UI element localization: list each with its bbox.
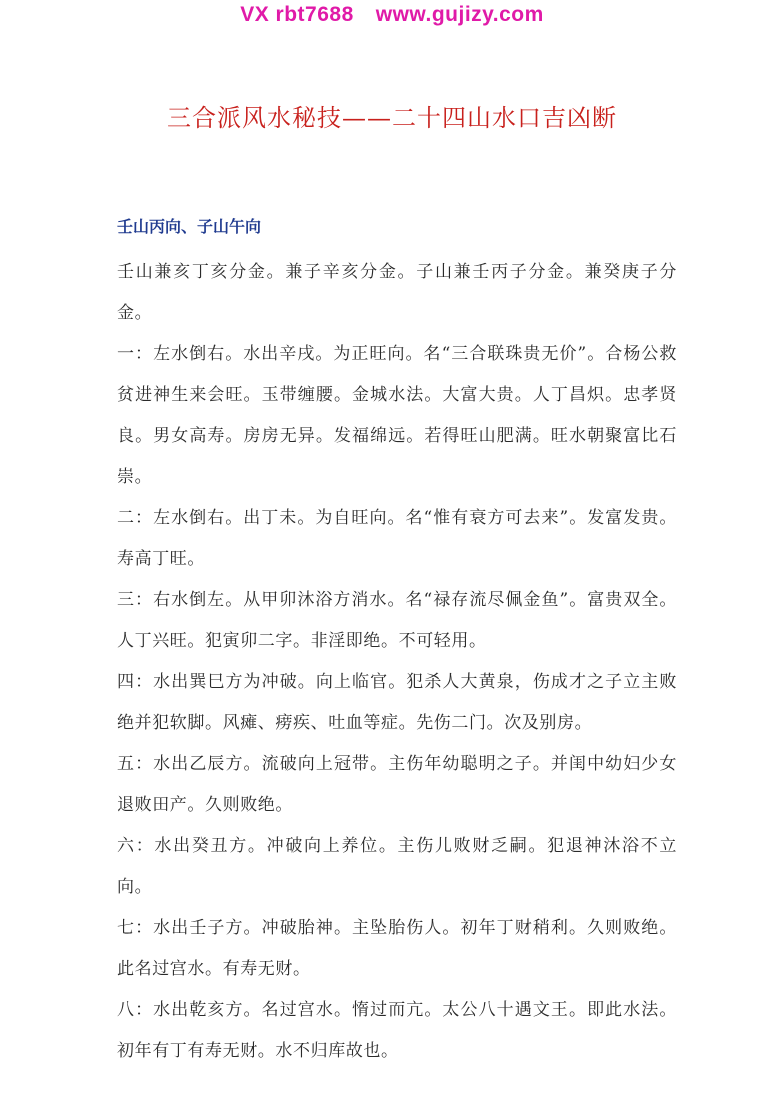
watermark-wechat-id: VX rbt7688 <box>240 3 354 26</box>
paragraph-6: 六：水出癸丑方。冲破向上养位。主伤儿败财乏嗣。犯退神沐浴不立向。 <box>117 836 677 897</box>
paragraph-5: 五：水出乙辰方。流破向上冠带。主伤年幼聪明之子。并闺中幼妇少女退败田产。久则败绝。 <box>117 754 677 815</box>
paragraph-7: 七：水出壬子方。冲破胎神。主坠胎伤人。初年丁财稍利。久则败绝。此名过宫水。有寿无财。 <box>117 918 677 979</box>
watermark-banner <box>0 3 784 27</box>
document-body <box>117 252 677 1072</box>
paragraph-1: 一：左水倒右。水出辛戌。为正旺向。名“三合联珠贵无价”。合杨公救贫进神生来会旺。玉带缠腰。金城水法。大富大贵。人丁昌炽。忠孝贤良。男女高寿。房房无异。发福绵远。若得旺山肥满。旺水朝聚富比石崇。 <box>117 344 677 487</box>
paragraph-4: 四：水出巽巳方为冲破。向上临官。犯杀人大黄泉，伤成才之子立主败绝并犯软脚。风瘫、痨疾、吐血等症。先伤二门。次及别房。 <box>117 672 677 733</box>
paragraph-2: 二：左水倒右。出丁未。为自旺向。名“惟有衰方可去来”。发富发贵。寿高丁旺。 <box>117 508 677 569</box>
paragraph-intro: 壬山兼亥丁亥分金。兼子辛亥分金。子山兼壬丙子分金。兼癸庚子分金。 <box>117 262 677 323</box>
paragraph-3: 三：右水倒左。从甲卯沐浴方消水。名“禄存流尽佩金鱼”。富贵双全。人丁兴旺。犯寅卯二字。非淫即绝。不可轻用。 <box>117 590 677 651</box>
watermark-website: www.gujizy.com <box>375 3 544 26</box>
section-heading: 壬山丙向、子山午向 <box>117 217 262 236</box>
document-title: 三合派风水秘技——二十四山水口吉凶断 <box>167 104 617 132</box>
paragraph-8: 八：水出乾亥方。名过宫水。惰过而亢。太公八十遇文王。即此水法。初年有丁有寿无财。水不归库故也。 <box>117 1000 677 1061</box>
